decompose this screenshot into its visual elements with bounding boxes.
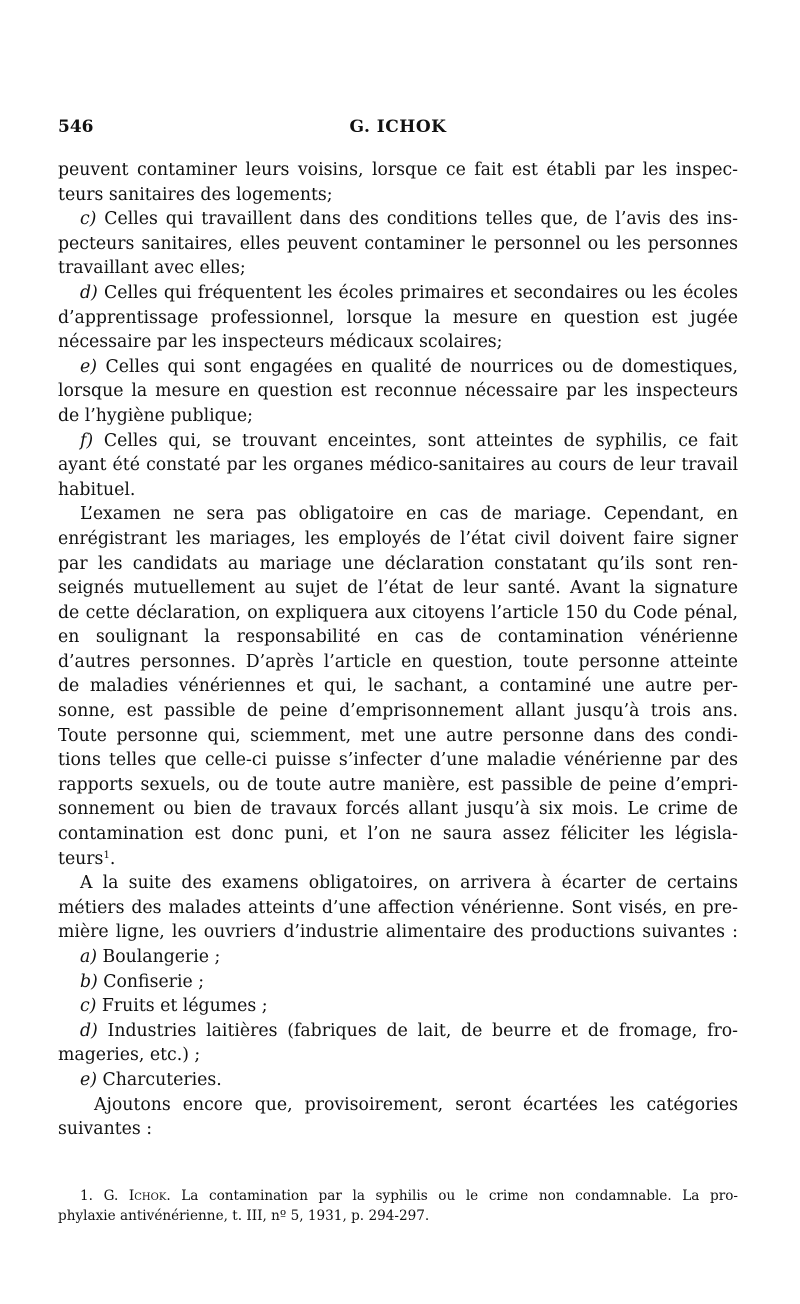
text-line: [58, 429, 738, 454]
text-line: [58, 552, 738, 577]
line-text: sonne, est passible de peine d’emprisonnement allant jusqu’à trois ans.: [58, 701, 738, 722]
text-line: [58, 1043, 738, 1068]
line-text: Fruits et légumes ;: [96, 996, 268, 1017]
list-marker: d): [80, 1020, 98, 1041]
text-line: [58, 601, 738, 626]
line-text: enrégistrant les mariages, les employés de l’état civil doivent faire signer: [58, 528, 738, 549]
line-text: contamination est donc puni, et l’on ne saura assez féliciter les législa-: [58, 824, 738, 845]
line-text: A la suite des examens obligatoires, on arrivera à écarter de certains: [80, 873, 738, 894]
line-text: seignés mutuellement au sujet de l’état de leur santé. Avant la signature: [58, 578, 738, 599]
list-marker: e): [80, 1069, 97, 1090]
footnote-line: phylaxie antivénérienne, t. III, nº 5, 1931, p. 294-297.: [58, 1208, 430, 1224]
text-line: [58, 453, 738, 478]
list-marker: a): [80, 947, 98, 967]
text-line: [58, 748, 738, 773]
text-line: [58, 576, 738, 601]
text-line: [58, 1068, 738, 1093]
text-line: [58, 797, 738, 822]
list-marker: c): [80, 209, 97, 230]
text-line: [58, 306, 738, 331]
line-text: Boulangerie ;: [97, 947, 221, 967]
text-line: [58, 871, 738, 896]
text-line: [58, 724, 738, 749]
line-text: lorsque la mesure en question est reconnue nécessaire par les inspecteurs: [58, 381, 738, 402]
list-marker: b): [80, 971, 98, 992]
line-text: en soulignant la responsabilité en cas de contamination vénérienne: [58, 627, 738, 648]
line-text: d’apprentissage professionnel, lorsque la mesure en question est jugée: [58, 307, 738, 328]
footnotes: [58, 1186, 738, 1226]
text-line: [58, 183, 738, 208]
line-text: teurs sanitaires des logements;: [58, 184, 333, 205]
line-text: tions telles que celle-ci puisse s’infecter d’une maladie vénérienne par des: [58, 750, 738, 771]
line-text: d’autres personnes. D’après l’article en question, toute personne atteinte: [58, 651, 738, 672]
list-marker: f): [80, 430, 94, 451]
page-header: [58, 117, 738, 143]
text-line: [58, 330, 738, 355]
footnote-line: [58, 1186, 738, 1206]
text-line: [58, 1093, 738, 1118]
text-line: [58, 256, 738, 281]
line-text: métiers des malades atteints d’une affection vénérienne. Sont visés, en pre-: [58, 897, 738, 918]
text-line: [58, 994, 738, 1019]
text-line: [58, 896, 738, 921]
text-line: [58, 232, 738, 257]
text-line: [58, 281, 738, 306]
text-line: [58, 355, 738, 380]
text-line: [58, 650, 738, 675]
line-text: peuvent contaminer leurs voisins, lorsque ce fait est établi par les inspec-: [58, 160, 738, 180]
text-line: [58, 1019, 738, 1044]
text-line: [58, 625, 738, 650]
line-text: Industries laitières (fabriques de lait, de beurre et de fromage, fro-: [97, 1020, 738, 1041]
text-line: [58, 502, 738, 527]
line-text: Toute personne qui, sciemment, met une autre personne dans des condi-: [58, 725, 738, 746]
line-text: Celles qui travaillent dans des conditions telles que, de l’avis des ins-: [96, 209, 738, 230]
list-marker: c): [80, 996, 97, 1017]
running-head: G. ICHOK: [349, 117, 447, 137]
line-text: sonnement ou bien de travaux forcés allant jusqu’à six mois. Le crime de: [58, 799, 738, 820]
line-text: de l’hygiène publique;: [58, 405, 253, 426]
line-text: teurs: [58, 848, 104, 869]
line-text: Ajoutons encore que, provisoirement, seront écartées les catégories: [94, 1094, 738, 1115]
text-line: [58, 945, 738, 970]
line-text: mière ligne, les ouvriers d’industrie alimentaire des productions suivantes :: [58, 922, 738, 943]
text-line: [58, 158, 738, 183]
line-text: L’examen ne sera pas obligatoire en cas de mariage. Cependant, en: [80, 504, 738, 525]
line-text: Charcuteries.: [96, 1069, 222, 1090]
line-text: Celles qui fréquentent les écoles primaires et secondaires ou les écoles: [97, 282, 738, 303]
footnote-author: G. Ichok: [103, 1188, 167, 1204]
text-line: [58, 527, 738, 552]
text-line: [58, 920, 738, 945]
line-text: suivantes :: [58, 1119, 153, 1140]
line-text: nécessaire par les inspecteurs médicaux scolaires;: [58, 332, 503, 353]
line-text: Confiserie ;: [97, 971, 205, 992]
footnote-number: 1.: [80, 1188, 93, 1204]
text-line: [58, 207, 738, 232]
line-text: ayant été constaté par les organes médico-sanitaires au cours de leur travail: [58, 455, 738, 476]
text-line: [58, 478, 738, 503]
page-number: 546: [58, 117, 94, 137]
footnote-text: . La contamination par la syphilis ou le crime non condamnable. La pro-: [166, 1188, 738, 1204]
text-line: [58, 1117, 738, 1142]
body-text: [58, 158, 738, 1142]
text-line: [58, 773, 738, 798]
list-marker: d): [80, 282, 98, 303]
line-text: Celles qui sont engagées en qualité de nourrices ou de domestiques,: [96, 356, 738, 377]
line-text: par les candidats au mariage une déclaration constatant qu’ils sont ren-: [58, 553, 738, 574]
line-text: de maladies vénériennes et qui, le sachant, a contaminé une autre per-: [58, 676, 738, 697]
text-line: [58, 674, 738, 699]
footnote-reference[interactable]: 1: [103, 849, 110, 861]
line-text: de cette déclaration, on expliquera aux citoyens l’article 150 du Code pénal,: [58, 602, 738, 623]
text-line: [58, 970, 738, 995]
line-text: travaillant avec elles;: [58, 258, 246, 279]
line-text: rapports sexuels, ou de toute autre manière, est passible de peine d’empri-: [58, 774, 738, 795]
line-text: mageries, etc.) ;: [58, 1045, 201, 1066]
line-text-after: .: [109, 848, 116, 869]
line-text: habituel.: [58, 479, 136, 500]
line-text: Celles qui, se trouvant enceintes, sont atteintes de syphilis, ce fait: [93, 430, 738, 451]
line-text: pecteurs sanitaires, elles peuvent contaminer le personnel ou les personnes: [58, 233, 738, 254]
text-line: [58, 404, 738, 429]
list-marker: e): [80, 356, 97, 377]
text-line: [58, 379, 738, 404]
text-line: [58, 847, 738, 872]
text-line: [58, 822, 738, 847]
text-line: [58, 699, 738, 724]
